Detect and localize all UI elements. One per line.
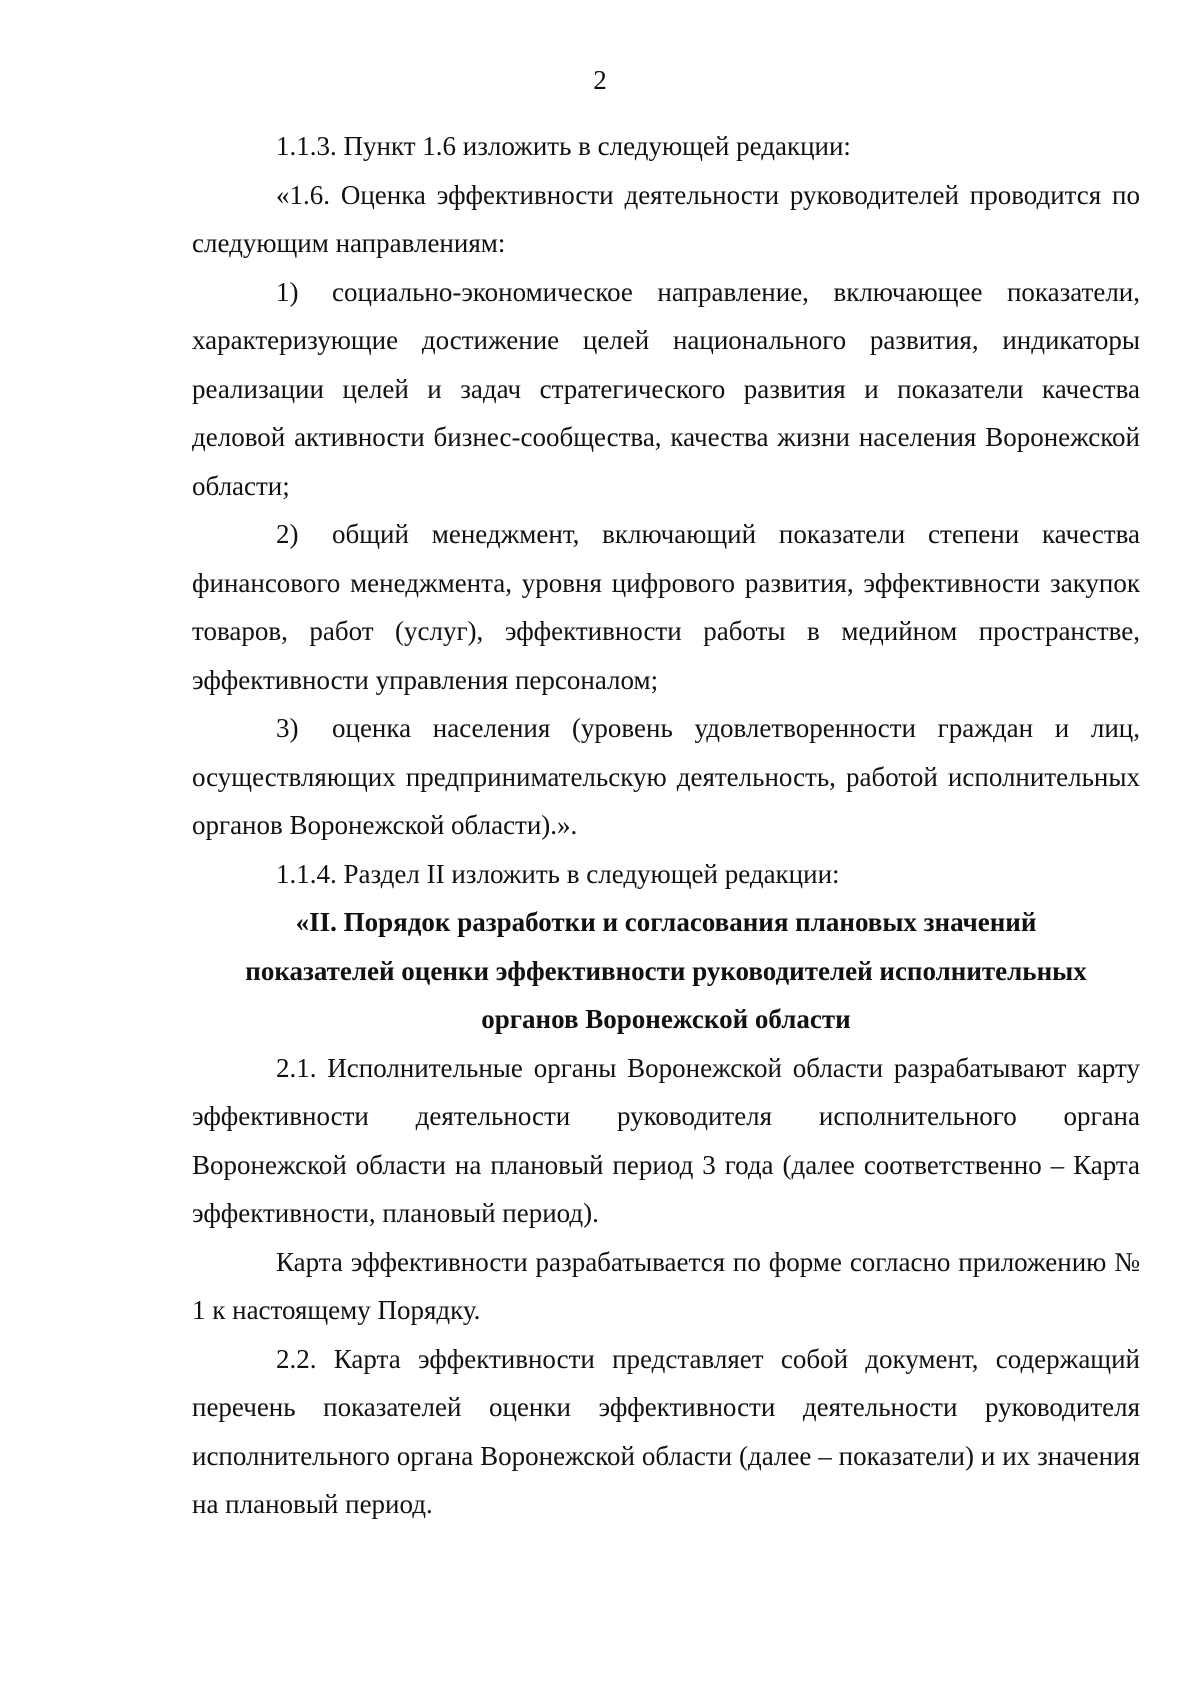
document-body	[192, 122, 1140, 1529]
page-number: 2	[593, 65, 607, 95]
heading-line-1: «II. Порядок разработки и согласования плановых значений	[295, 907, 1037, 937]
paragraph-1-6-intro: «1.6. Оценка эффективности деятельности руководителей проводится по следующим направлениям:	[192, 179, 1140, 258]
list-number: 1)	[276, 276, 299, 307]
heading-line-3: органов Воронежской области	[481, 1004, 851, 1034]
paragraph-1-1-3: 1.1.3. Пункт 1.6 изложить в следующей редакции:	[276, 131, 851, 161]
paragraph-2-1: 2.1. Исполнительные органы Воронежской области разрабатывают карту эффективности деятельности руководителя исполнительного органа Воронежской области на плановый период 3 года (далее соответственно – Карта эффективности, плановый период).	[192, 1052, 1140, 1228]
list-item-3: 3) оценка населения (уровень удовлетворенности граждан и лиц, осуществляющих предпринимательскую деятельность, работой исполнительных органов Воронежской области).».	[192, 704, 1140, 850]
list-item-2: 2) общий менеджмент, включающий показатели степени качества финансового менеджмента, уровня цифрового развития, эффективности закупок товаров, работ (услуг), эффективности работы в медийном пространстве, эффективности управления персоналом;	[192, 510, 1140, 704]
section-heading	[192, 898, 1140, 1044]
list-number: 3)	[276, 713, 299, 743]
paragraph-efficiency-card-form: Карта эффективности разрабатывается по форме согласно приложению № 1 к настоящему Порядку.	[192, 1246, 1140, 1325]
paragraph-2-2: 2.2. Карта эффективности представляет собой документ, содержащий перечень показателей оценки эффективности деятельности руководителя исполнительного органа Воронежской области (далее – показатели) и их значения на плановый период.	[192, 1343, 1140, 1519]
heading-line-2: показателей оценки эффективности руководителей исполнительных	[245, 955, 1087, 986]
paragraph-1-1-4: 1.1.4. Раздел II изложить в следующей редакции:	[276, 858, 840, 889]
list-item-1: 1) социально-экономическое направление, включающее показатели, характеризующие достижение целей национального развития, индикаторы реализации целей и задач стратегического развития и показатели качества деловой активности бизнес-сообщества, качества жизни населения Воронежской области;	[192, 268, 1140, 511]
list-number: 2)	[276, 519, 299, 549]
